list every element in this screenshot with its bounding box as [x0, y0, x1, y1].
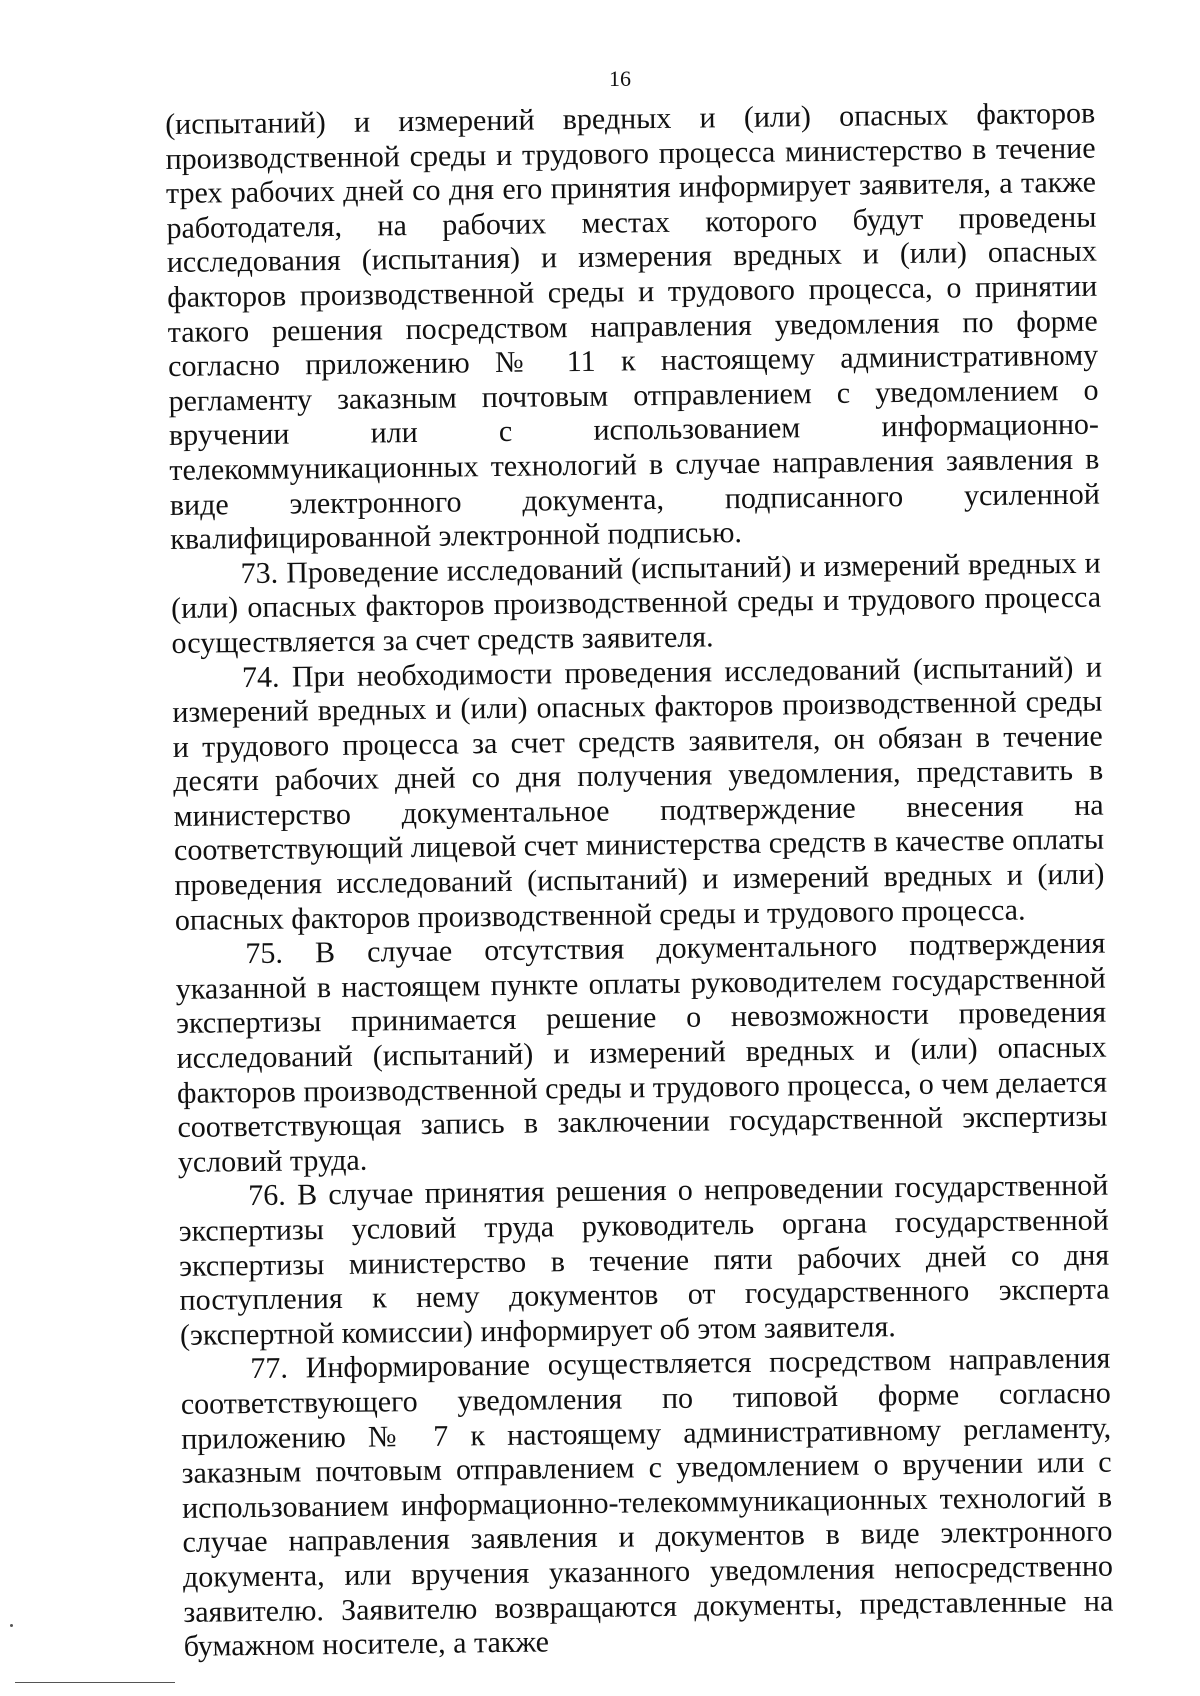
paragraph-item-77: [180, 1342, 1114, 1665]
paragraph-text: 77. Информирование осуществляется посредством направления соответствующего уведомления по типовой форме согласно приложению № 7 к настоящему административному регламенту, заказным почтовым отправлением с уведомлением о вручении или с использованием информационно-телекоммуникационных технологий в случае направления заявления и документов в виде электронного документа, или вручения указанного уведомления непосредственно заявителю. Заявителю возвращаются документы, представленные на бумажном носителе, а также: [180, 1341, 1114, 1664]
paragraph-item-74: [172, 650, 1105, 938]
paragraph-text: (испытаний) и измерений вредных и (или) опасных факторов производственной среды и трудового процесса министерство в течение трех рабочих дней со дня его принятия информирует заявителя, а также работодателя, на рабочих местах которого будут проведены исследования (испытания) и измерения вредных и (или) опасных факторов производственной среды и трудового процесса, о принятии такого решения посредством направления уведомления по форме согласно приложению № 11 к настоящему административному регламенту заказным почтовым отправлением с уведомлением о вручении или с использованием информационно-телекоммуникационных технологий в случае направления заявления в виде электронного документа, подписанного усиленной квалифицированной электронной подписью.: [165, 96, 1100, 557]
paragraph-item-75: [175, 927, 1108, 1180]
footnote-rule: [15, 1682, 175, 1683]
paragraph-item-73: [170, 546, 1101, 661]
paragraph-text: 76. В случае принятия решения о непроведении государственной экспертизы условий труда руководитель органа государственной экспертизы министерство в течение пяти рабочих дней со дня поступления к нему документов от государственного эксперта (экспертной комиссии) информирует об этом заявителя.: [178, 1168, 1110, 1352]
paragraph-text: 73. Проведение исследований (испытаний) и измерений вредных и (или) опасных факторов производственной среды и трудового процесса осуществляется за счет средств заявителя.: [170, 546, 1102, 660]
page-number: 16: [609, 66, 631, 91]
paragraph-text: 74. При необходимости проведения исследований (испытаний) и измерений вредных и (или) опасных факторов производственной среды и трудового процесса за счет средств заявителя, он обязан в течение десяти рабочих дней со дня получения уведомления, представить в министерство документальное подтверждение внесения на соответствующий лицевой счет министерства средств в качестве оплаты проведения исследований (испытаний) и измерений вредных и (или) опасных факторов производственной среды и трудового процесса.: [172, 650, 1105, 937]
document-body: [165, 97, 1114, 1665]
scan-speck: [10, 1624, 13, 1627]
paragraph-item-76: [178, 1169, 1110, 1353]
paragraph-text: 75. В случае отсутствия документального подтверждения указанной в настоящем пункте оплаты руководителем государственной экспертизы принимается решение о невозможности проведения исследований (испытаний) и измерений вредных и (или) опасных факторов производственной среды и трудового процесса, о чем делается соответствующая запись в заключении государственной экспертизы условий труда.: [175, 926, 1108, 1179]
paragraph-continued: [165, 97, 1100, 558]
